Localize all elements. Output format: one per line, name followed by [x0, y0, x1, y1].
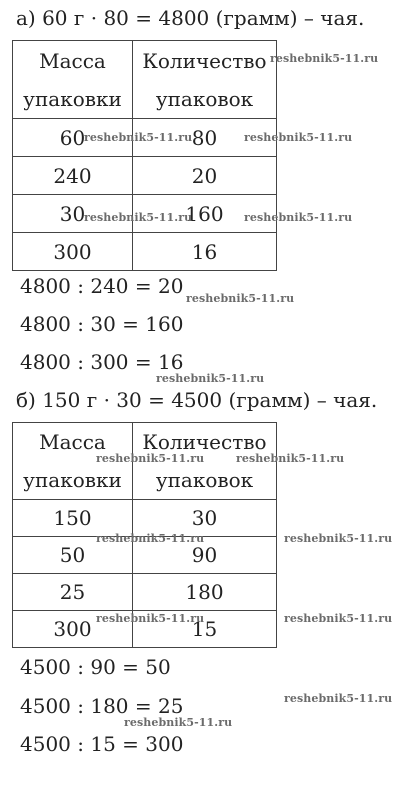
header-mass: Масса упаковки	[13, 423, 133, 500]
cell-mass: 60	[13, 119, 133, 157]
watermark: reshebnik5-11.ru	[284, 532, 393, 545]
table-row	[13, 574, 277, 611]
watermark: reshebnik5-11.ru	[244, 211, 353, 224]
cell-mass: 300	[13, 611, 133, 648]
part-a-equation: 4800 : 240 = 20	[20, 274, 184, 298]
header-count: Количество упаковок	[133, 41, 277, 119]
table-row	[13, 233, 277, 271]
watermark: reshebnik5-11.ru	[284, 612, 393, 625]
watermark: reshebnik5-11.ru	[96, 612, 205, 625]
cell-count: 80	[133, 119, 277, 157]
cell-count: 15	[133, 611, 277, 648]
part-a-equation: 4800 : 30 = 160	[20, 312, 184, 336]
watermark: reshebnik5-11.ru	[96, 452, 205, 465]
table-row	[13, 500, 277, 537]
watermark: reshebnik5-11.ru	[244, 131, 353, 144]
watermark: reshebnik5-11.ru	[156, 372, 265, 385]
cell-mass: 300	[13, 233, 133, 271]
cell-mass: 150	[13, 500, 133, 537]
watermark: reshebnik5-11.ru	[84, 131, 193, 144]
watermark: reshebnik5-11.ru	[124, 716, 233, 729]
part-b-equation: 4500 : 15 = 300	[20, 732, 184, 756]
cell-count: 30	[133, 500, 277, 537]
part-b-heading: б) 150 г · 30 = 4500 (грамм) – чая.	[16, 388, 378, 412]
cell-count: 20	[133, 157, 277, 195]
cell-mass: 50	[13, 537, 133, 574]
table-header-row	[13, 41, 277, 119]
watermark: reshebnik5-11.ru	[284, 692, 393, 705]
part-a-heading: а) 60 г · 80 = 4800 (грамм) – чая.	[16, 6, 365, 30]
cell-mass: 30	[13, 195, 133, 233]
part-a-equation: 4800 : 300 = 16	[20, 350, 184, 374]
watermark: reshebnik5-11.ru	[84, 211, 193, 224]
cell-count: 160	[133, 195, 277, 233]
part-b-equation: 4500 : 90 = 50	[20, 655, 171, 679]
cell-count: 16	[133, 233, 277, 271]
cell-count: 90	[133, 537, 277, 574]
cell-mass: 240	[13, 157, 133, 195]
table-row	[13, 157, 277, 195]
watermark: reshebnik5-11.ru	[96, 532, 205, 545]
part-a-table	[12, 40, 277, 271]
watermark: reshebnik5-11.ru	[270, 52, 379, 65]
part-b-equation: 4500 : 180 = 25	[20, 694, 184, 718]
watermark: reshebnik5-11.ru	[186, 292, 295, 305]
cell-count: 180	[133, 574, 277, 611]
header-count: Количество упаковок	[133, 423, 277, 500]
watermark: reshebnik5-11.ru	[236, 452, 345, 465]
header-mass: Масса упаковки	[13, 41, 133, 119]
cell-mass: 25	[13, 574, 133, 611]
